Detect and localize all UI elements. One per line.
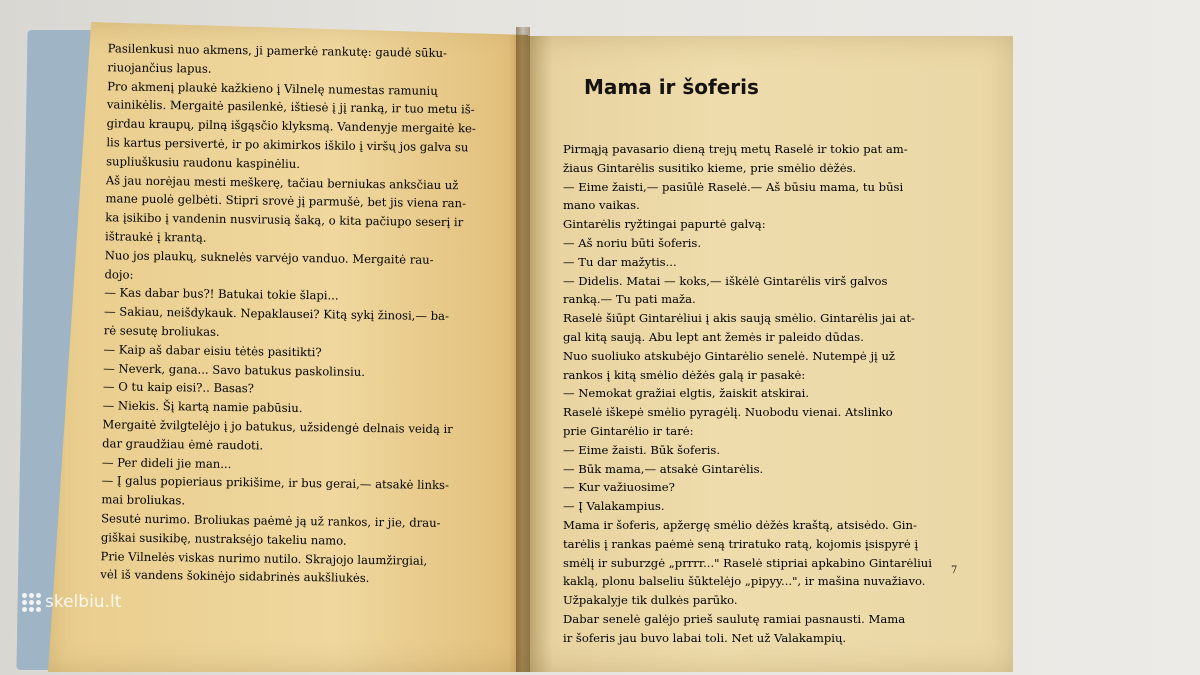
text-line: giškai susikibę, nustraksėjo takeliu namo. [100,529,347,548]
text-line: Raselė šiūpt Gintarėliui į akis saują smėlio. Gintarėlis jai at- [563,311,915,326]
text-line: — Aš noriu būti šoferis. [563,235,702,250]
text-line: rė sesutę broliukas. [103,323,220,339]
text-line: — Į galus popieriaus prikišime, ir bus gerai,— atsakė links- [101,473,450,493]
text-line: dojo: [104,266,134,282]
page-number: 7 [951,565,958,576]
text-line: — Eime žaisti,— pasiūlė Raselė.— Aš būsiu mama, tu būsi [563,179,904,194]
text-line: Pirmąją pavasario dieną trejų metų Raselė ir tokio pat am- [563,142,908,156]
text-line: supliuškusiu raudonu kaspinėliu. [106,154,301,171]
text-line: Nuo suoliuko atskubėjo Gintarėlio senelė. Nutempė jį už [563,348,896,363]
text-line: dar graudžiau ėmė raudoti. [102,435,264,453]
text-line: Pasilenkusi nuo akmens, ji pamerkė rankutę: gaudė sūku- [107,41,448,61]
text-line: žiaus Gintarėlis susitiko kieme, prie smėlio dėžės. [563,160,857,175]
text-line: ka įsikibo į vandenin nusvirusią šaką, o kita pačiupo seserį ir [105,210,464,230]
watermark-text: skelbiu.lt [45,592,122,612]
chapter-title: Mama ir šoferis [584,75,759,99]
text-line: — Kas dabar bus?! Batukai tokie šlapi... [104,285,339,303]
text-line: tarėlis į rankas paėmė seną triratuko ratą, kojomis įsispyrė į [563,536,919,551]
text-line: mai broliukas. [101,492,186,508]
text-line: smėlį ir suburzgė „prrrr..." Raselė stipriai apkabino Gintarėliui [563,555,932,570]
text-line: — Neverk, gana... Savo batukus paskolinsiu. [103,360,366,379]
text-line: — Didelis. Matai — koks,— iškėlė Gintarėlis virš galvos [563,273,888,288]
text-line: — Į Valakampius. [563,499,665,514]
text-line: Pro akmenį plaukė kažkieno į Vilnelę numestas ramunių [107,78,438,98]
right-page-text [563,140,958,648]
text-line: mano vaikas. [563,198,640,213]
text-line: Prie Vilnelės viskas nurimo nutilo. Skrajojo laumžirgiai, [100,548,428,568]
text-line: Aš jau norėjau mesti meškerę, tačiau berniukas anksčiau už [105,172,459,192]
text-line: — Eime žaisti. Būk šoferis. [563,442,721,457]
text-line: — Sakiau, neišdykauk. Nepaklausei? Kitą sykį žinosi,— ba- [103,304,450,324]
text-line: rankos į kitą smėlio dėžės galą ir pasakė: [563,367,806,382]
text-line: lis kartus persivertė, ir po akimirkos iškilo į viršų jos galva su [106,135,469,155]
watermark [22,592,121,612]
text-line: — O tu kaip eisi?.. Basas? [102,379,255,396]
text-line: riuojančius lapus. [107,60,212,76]
text-line: ir šoferis jau buvo labai toli. Net už Valakampių. [563,630,847,645]
left-page-text [100,39,503,590]
text-line: — Nemokat gražiai elgtis, žaiskit atskirai. [563,386,810,401]
text-line: Užpakalyje tik dulkės parūko. [563,593,738,608]
text-line: — Būk mama,— atsakė Gintarėlis. [563,461,764,476]
text-line: vainikėlis. Mergaitė pasilenkė, ištiesė į jį ranką, ir tuo metu iš- [106,97,475,117]
text-line: Sesutė nurimo. Broliukas paėmė ją už rankos, ir jie, drau- [101,511,441,530]
text-line: ranką.— Tu pati maža. [563,292,696,307]
text-line: — Tu dar mažytis... [563,254,677,269]
text-line: Mama ir šoferis, apžergę smėlio dėžės kraštą, atsisėdo. Gin- [563,517,917,532]
text-line: mane puolė gelbėti. Stipri srovė jį parmušė, bet jis viena ran- [105,191,467,211]
book-spine [516,27,530,672]
text-line: prie Gintarėlio ir tarė: [563,423,694,438]
text-line: — Kaip aš dabar eisiu tėtės pasitikti? [103,341,322,360]
text-line: Raselė iškepė smėlio pyragėlį. Nuobodu vienai. Atslinko [563,405,893,420]
text-line: Mergaitė žvilgtelėjo į jo batukus, užsidengė delnais veidą ir [102,417,453,437]
text-line: Nuo jos plaukų, suknelės varvėjo vanduo. Mergaitė rau- [104,248,434,267]
text-line: kaklą, plonu balseliu šūktelėjo „pipyy...", ir mašina nuvažiavo. [563,574,926,589]
text-line: — Kur važiuosime? [563,480,675,495]
text-line: Gintarėlis ryžtingai papurtė galvą: [563,217,766,232]
text-line: vėl iš vandens šokinėjo sidabrinės aukšliukės. [100,567,370,586]
text-line: Dabar senelė galėjo prieš saulutę ramiai pasnausti. Mama [563,611,906,626]
text-line: girdau kraupų, pilną išgąsčio klyksmą. Vandenyje mergaitė ke- [106,116,476,136]
text-line: ištraukė į krantą. [104,229,207,245]
text-line: — Niekis. Šį kartą namie pabūsiu. [102,398,303,416]
text-line: — Per dideli jie man... [101,454,232,471]
dot-grid-logo-icon [22,593,41,612]
text-line: gal kitą saują. Abu lept ant žemės ir paleido dūdas. [563,329,864,344]
